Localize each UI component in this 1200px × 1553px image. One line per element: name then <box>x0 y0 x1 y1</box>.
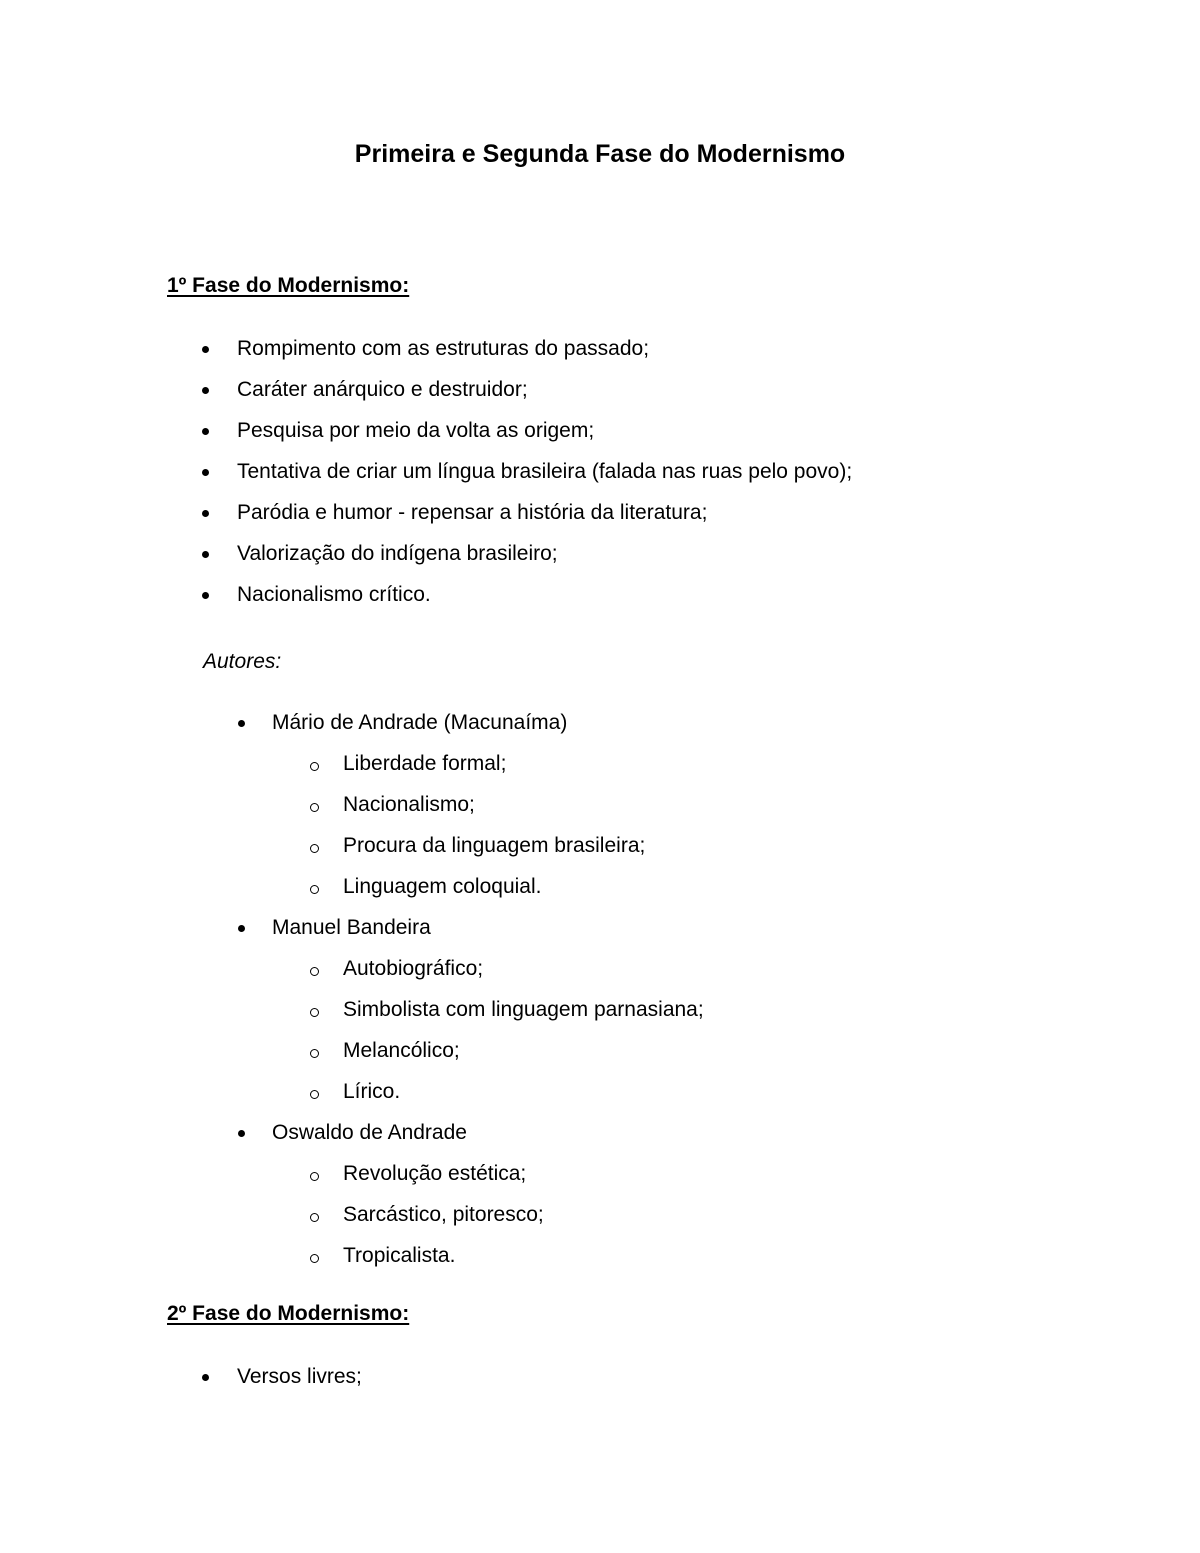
list-item <box>237 540 852 581</box>
list-item-text: Valorização do indígena brasileiro; <box>237 542 558 565</box>
list-item-text: Paródia e humor - repensar a história da literatura; <box>237 501 708 524</box>
list-item <box>237 499 852 540</box>
list-item-text: Tentativa de criar um língua brasileira (falada nas ruas pelo povo); <box>237 460 853 483</box>
bullet-icon <box>238 925 245 932</box>
circle-bullet-icon <box>310 885 319 894</box>
list-item-text: Liberdade formal; <box>343 752 507 775</box>
list-item <box>343 1242 544 1283</box>
list-item-text: Lírico. <box>343 1080 401 1103</box>
bullet-icon <box>202 510 209 517</box>
document-title: Primeira e Segunda Fase do Modernismo <box>354 140 846 168</box>
bullet-icon <box>238 720 245 727</box>
list-item <box>343 750 645 791</box>
bullet-icon <box>202 469 209 476</box>
author-list <box>272 709 567 750</box>
list-item-text: Procura da linguagem brasileira; <box>343 834 646 857</box>
list-item-text: Nacionalismo crítico. <box>237 583 431 606</box>
author-traits-list <box>343 955 704 1119</box>
list-item <box>237 1363 362 1404</box>
list-item <box>343 1201 544 1242</box>
circle-bullet-icon <box>310 1008 319 1017</box>
author-list <box>272 914 431 955</box>
author-name: Mário de Andrade (Macunaíma) <box>272 711 568 734</box>
list-item-text: Sarcástico, pitoresco; <box>343 1203 544 1226</box>
phase2-heading: 2º Fase do Modernismo: <box>167 1302 410 1325</box>
list-item <box>343 1078 704 1119</box>
bullet-icon <box>202 428 209 435</box>
list-item <box>343 1037 704 1078</box>
list-item-text: Simbolista com linguagem parnasiana; <box>343 998 704 1021</box>
circle-bullet-icon <box>310 1213 319 1222</box>
list-item-text: Revolução estética; <box>343 1162 527 1185</box>
author-item <box>272 1119 467 1160</box>
author-name: Oswaldo de Andrade <box>272 1121 467 1144</box>
list-item-text: Autobiográfico; <box>343 957 484 980</box>
list-item <box>343 873 645 914</box>
circle-bullet-icon <box>310 1172 319 1181</box>
list-item <box>343 832 645 873</box>
list-item <box>237 581 852 622</box>
list-item-text: Linguagem coloquial. <box>343 875 542 898</box>
author-item <box>272 914 431 955</box>
bullet-icon <box>238 1130 245 1137</box>
phase1-heading: 1º Fase do Modernismo: <box>167 274 410 297</box>
bullet-icon <box>202 387 209 394</box>
author-name: Manuel Bandeira <box>272 916 431 939</box>
list-item-text: Versos livres; <box>237 1365 362 1388</box>
circle-bullet-icon <box>310 762 319 771</box>
list-item <box>343 1160 544 1201</box>
list-item <box>237 417 852 458</box>
list-item <box>343 996 704 1037</box>
bullet-icon <box>202 1374 209 1381</box>
author-item <box>272 709 567 750</box>
list-item-text: Caráter anárquico e destruidor; <box>237 378 528 401</box>
list-item-text: Rompimento com as estruturas do passado; <box>237 337 650 360</box>
circle-bullet-icon <box>310 1090 319 1099</box>
author-list <box>272 1119 467 1160</box>
authors-label: Autores: <box>203 650 282 673</box>
circle-bullet-icon <box>310 1254 319 1263</box>
list-item <box>343 955 704 996</box>
bullet-icon <box>202 346 209 353</box>
list-item <box>237 376 852 417</box>
list-item-text: Melancólico; <box>343 1039 460 1062</box>
list-item <box>343 791 645 832</box>
list-item-text: Tropicalista. <box>343 1244 456 1267</box>
bullet-icon <box>202 551 209 558</box>
list-item-text: Pesquisa por meio da volta as origem; <box>237 419 595 442</box>
phase1-list <box>237 335 852 622</box>
phase2-list <box>237 1363 362 1404</box>
list-item <box>237 458 852 499</box>
circle-bullet-icon <box>310 844 319 853</box>
author-traits-list <box>343 1160 544 1283</box>
list-item <box>237 335 852 376</box>
author-traits-list <box>343 750 645 914</box>
circle-bullet-icon <box>310 803 319 812</box>
circle-bullet-icon <box>310 967 319 976</box>
list-item-text: Nacionalismo; <box>343 793 475 816</box>
bullet-icon <box>202 592 209 599</box>
circle-bullet-icon <box>310 1049 319 1058</box>
